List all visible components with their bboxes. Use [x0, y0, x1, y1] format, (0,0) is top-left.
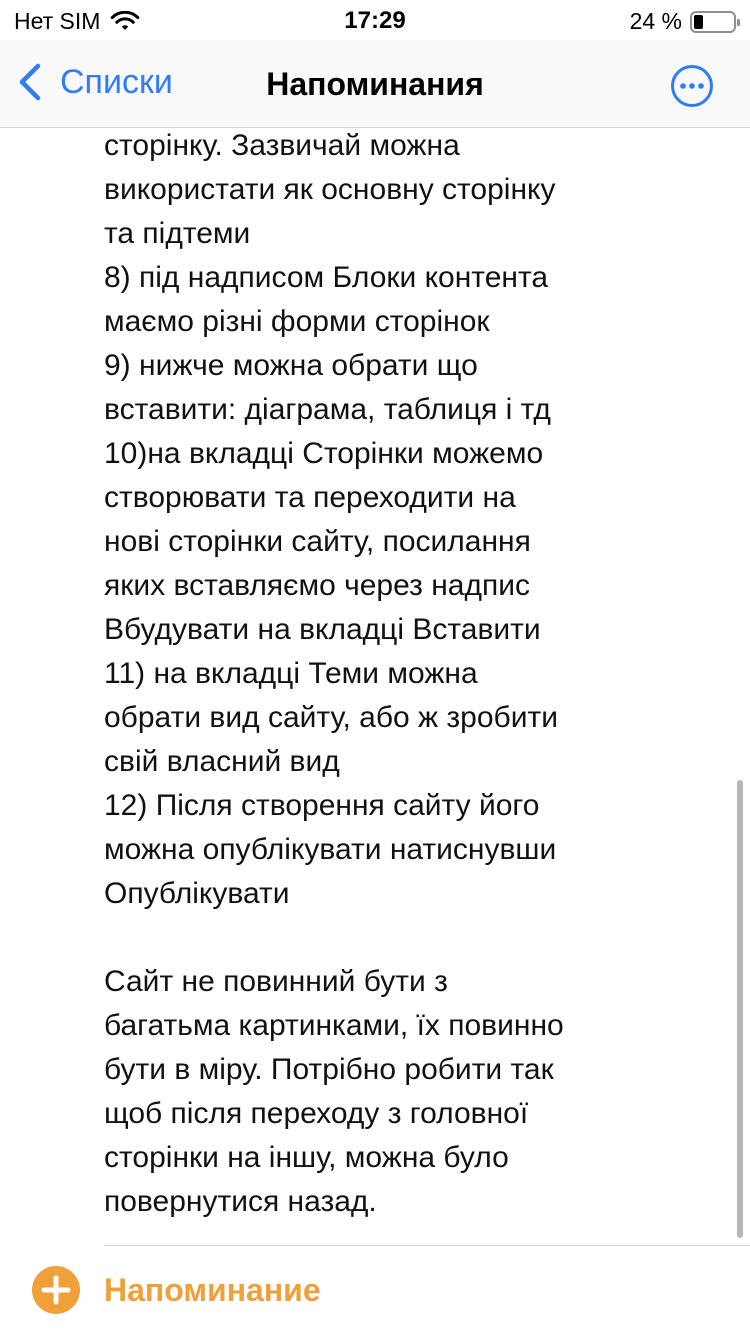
note-line: щоб після переходу з головної	[104, 1097, 529, 1130]
note-line: маємо різні форми сторінок	[104, 305, 490, 338]
note-line: багатьма картинками, їх повинно	[104, 1009, 564, 1042]
reminder-notes-text[interactable]	[104, 124, 644, 1224]
status-bar	[0, 0, 750, 40]
note-line: 9) нижче можна обрати що	[104, 349, 478, 382]
note-line: 12) Після створення сайту його	[104, 789, 540, 822]
note-line: 11) на вкладці Теми можна	[104, 657, 478, 690]
note-line: бути в міру. Потрібно робити так	[104, 1053, 554, 1086]
note-line: створювати та переходити на	[104, 481, 516, 514]
divider	[104, 1245, 750, 1246]
note-line: нові сторінки сайту, посилання	[104, 525, 531, 558]
battery-icon	[690, 11, 736, 33]
note-line: свій власний вид	[104, 745, 340, 778]
note-line: 8) під надписом Блоки контента	[104, 261, 549, 294]
note-line: вставити: діаграма, таблиця і тд	[104, 393, 551, 426]
note-line: сторінки на іншу, можна було	[104, 1141, 509, 1174]
add-reminder-button[interactable]	[32, 1266, 321, 1314]
note-line: повернутися назад.	[104, 1185, 377, 1218]
back-button-label: Списки	[60, 62, 173, 101]
note-line: 10)на вкладці Сторінки можемо	[104, 437, 544, 470]
carrier-label: Нет SIM	[14, 8, 101, 34]
battery-percent: 24 %	[629, 8, 682, 34]
battery-nub	[737, 19, 740, 26]
note-line: можна опублікувати натиснувши	[104, 833, 557, 866]
note-line: сторінку. Зазвичай можна	[104, 129, 460, 162]
page-title: Напоминания	[266, 66, 484, 102]
plus-circle-icon	[32, 1266, 80, 1314]
note-blank-line	[104, 916, 644, 960]
note-line: Сайт не повинний бути з	[104, 965, 448, 998]
ellipsis-circle-icon[interactable]	[670, 64, 714, 108]
add-reminder-label: Напоминание	[104, 1271, 321, 1308]
note-line: Вбудувати на вкладці Вставити	[104, 613, 541, 646]
status-time: 17:29	[344, 7, 406, 34]
note-line: використати як основну сторінку	[104, 173, 556, 206]
battery-fill	[694, 15, 703, 29]
navigation-bar	[0, 40, 750, 128]
note-line: яких вставляємо через надпис	[104, 569, 530, 602]
note-line: та підтеми	[104, 217, 251, 250]
scrollbar[interactable]	[737, 780, 743, 1238]
note-line: обрати вид сайту, або ж зробити	[104, 701, 558, 734]
status-right	[630, 8, 736, 35]
note-line: Опублікувати	[104, 877, 290, 910]
